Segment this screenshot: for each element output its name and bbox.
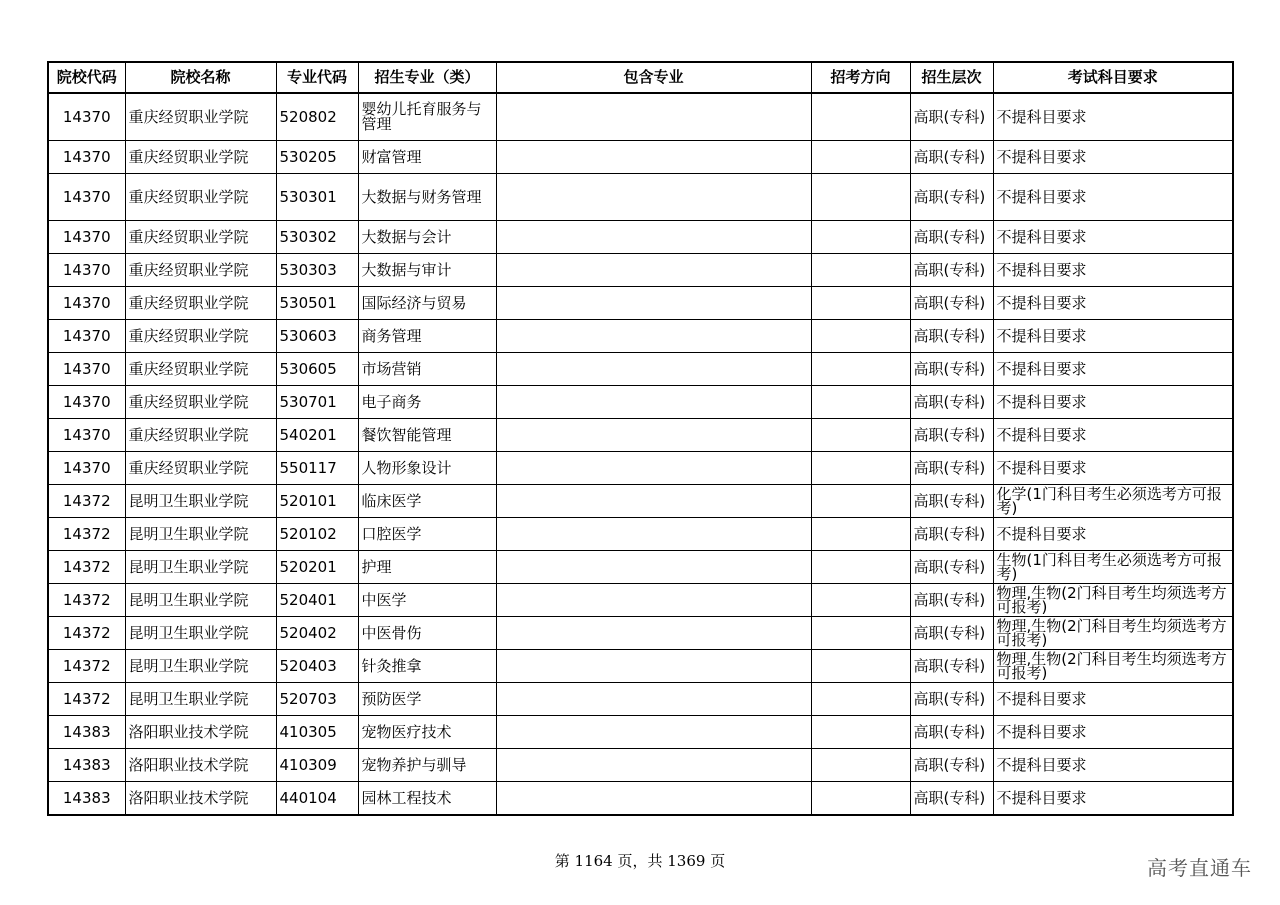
cell-direction: [811, 141, 910, 174]
cell-direction: [811, 386, 910, 419]
cell-school-name: 重庆经贸职业学院: [125, 221, 276, 254]
cell-school-name: 昆明卫生职业学院: [125, 683, 276, 716]
header-level: 招生层次: [910, 62, 993, 93]
cell-direction: [811, 221, 910, 254]
cell-major: 大数据与财务管理: [358, 174, 496, 221]
header-subject-requirement: 考试科目要求: [993, 62, 1233, 93]
cell-school-name: 昆明卫生职业学院: [125, 518, 276, 551]
header-major: 招生专业（类）: [358, 62, 496, 93]
cell-subject-requirement: 生物(1门科目考生必须选考方可报考): [993, 551, 1233, 584]
cell-school-code: 14370: [48, 221, 125, 254]
cell-subject-requirement: 化学(1门科目考生必须选考方可报考): [993, 485, 1233, 518]
cell-major: 财富管理: [358, 141, 496, 174]
cell-school-name: 重庆经贸职业学院: [125, 452, 276, 485]
cell-included-majors: [496, 386, 811, 419]
cell-school-name: 昆明卫生职业学院: [125, 650, 276, 683]
cell-major-code: 410305: [276, 716, 358, 749]
cell-direction: [811, 353, 910, 386]
cell-school-code: 14370: [48, 419, 125, 452]
table-row: [48, 551, 1233, 584]
cell-school-code: 14370: [48, 93, 125, 141]
cell-direction: [811, 419, 910, 452]
cell-direction: [811, 320, 910, 353]
cell-direction: [811, 683, 910, 716]
cell-included-majors: [496, 683, 811, 716]
cell-major: 园林工程技术: [358, 782, 496, 816]
cell-major: 口腔医学: [358, 518, 496, 551]
cell-subject-requirement: 物理,生物(2门科目考生均须选考方可报考): [993, 584, 1233, 617]
table-row: [48, 141, 1233, 174]
cell-subject-requirement: 不提科目要求: [993, 93, 1233, 141]
cell-major-code: 550117: [276, 452, 358, 485]
cell-school-code: 14383: [48, 716, 125, 749]
cell-school-code: 14383: [48, 749, 125, 782]
cell-subject-requirement: 不提科目要求: [993, 683, 1233, 716]
cell-major-code: 520703: [276, 683, 358, 716]
cell-direction: [811, 254, 910, 287]
cell-school-code: 14370: [48, 174, 125, 221]
cell-level: 高职(专科): [910, 617, 993, 650]
cell-level: 高职(专科): [910, 141, 993, 174]
page-number: 第 1164 页，共 1369 页: [554, 852, 726, 870]
header-included-majors: 包含专业: [496, 62, 811, 93]
cell-major-code: 530501: [276, 287, 358, 320]
table-row: [48, 419, 1233, 452]
cell-school-code: 14370: [48, 287, 125, 320]
cell-school-name: 重庆经贸职业学院: [125, 254, 276, 287]
table-row: [48, 617, 1233, 650]
table-row: [48, 320, 1233, 353]
cell-level: 高职(专科): [910, 716, 993, 749]
cell-school-name: 重庆经贸职业学院: [125, 353, 276, 386]
cell-subject-requirement: 不提科目要求: [993, 353, 1233, 386]
cell-included-majors: [496, 617, 811, 650]
cell-direction: [811, 518, 910, 551]
cell-major-code: 530605: [276, 353, 358, 386]
table-row: [48, 650, 1233, 683]
table-row: [48, 93, 1233, 141]
cell-subject-requirement: 物理,生物(2门科目考生均须选考方可报考): [993, 650, 1233, 683]
cell-included-majors: [496, 287, 811, 320]
cell-level: 高职(专科): [910, 320, 993, 353]
cell-subject-requirement: 不提科目要求: [993, 518, 1233, 551]
cell-subject-requirement: 不提科目要求: [993, 782, 1233, 816]
cell-subject-requirement: 不提科目要求: [993, 221, 1233, 254]
cell-level: 高职(专科): [910, 419, 993, 452]
cell-school-name: 昆明卫生职业学院: [125, 617, 276, 650]
cell-major: 电子商务: [358, 386, 496, 419]
table-body: [48, 93, 1233, 815]
cell-school-name: 洛阳职业技术学院: [125, 716, 276, 749]
cell-included-majors: [496, 174, 811, 221]
cell-subject-requirement: 不提科目要求: [993, 452, 1233, 485]
cell-direction: [811, 174, 910, 221]
header-major-code: 专业代码: [276, 62, 358, 93]
cell-major: 婴幼儿托育服务与管理: [358, 93, 496, 141]
cell-level: 高职(专科): [910, 254, 993, 287]
cell-school-code: 14372: [48, 485, 125, 518]
table-row: [48, 452, 1233, 485]
cell-school-name: 重庆经贸职业学院: [125, 93, 276, 141]
cell-school-name: 洛阳职业技术学院: [125, 782, 276, 816]
cell-level: 高职(专科): [910, 650, 993, 683]
cell-major-code: 440104: [276, 782, 358, 816]
cell-school-code: 14372: [48, 551, 125, 584]
cell-major-code: 520201: [276, 551, 358, 584]
cell-major-code: 530603: [276, 320, 358, 353]
table-row: [48, 485, 1233, 518]
cell-school-name: 重庆经贸职业学院: [125, 174, 276, 221]
cell-major: 宠物养护与驯导: [358, 749, 496, 782]
cell-direction: [811, 617, 910, 650]
cell-major: 临床医学: [358, 485, 496, 518]
cell-included-majors: [496, 782, 811, 816]
cell-major: 中医骨伤: [358, 617, 496, 650]
table-row: [48, 353, 1233, 386]
cell-school-name: 重庆经贸职业学院: [125, 287, 276, 320]
cell-direction: [811, 584, 910, 617]
table-row: [48, 287, 1233, 320]
cell-major: 大数据与审计: [358, 254, 496, 287]
cell-major: 大数据与会计: [358, 221, 496, 254]
watermark-text: 高考直通车: [1147, 856, 1252, 880]
cell-major-code: 520402: [276, 617, 358, 650]
header-school-code: 院校代码: [48, 62, 125, 93]
cell-level: 高职(专科): [910, 221, 993, 254]
cell-school-code: 14372: [48, 650, 125, 683]
cell-included-majors: [496, 254, 811, 287]
table-row: [48, 716, 1233, 749]
cell-school-name: 重庆经贸职业学院: [125, 141, 276, 174]
cell-school-code: 14370: [48, 386, 125, 419]
cell-school-name: 重庆经贸职业学院: [125, 320, 276, 353]
table-row: [48, 749, 1233, 782]
cell-major-code: 520401: [276, 584, 358, 617]
cell-level: 高职(专科): [910, 452, 993, 485]
table-row: [48, 221, 1233, 254]
cell-direction: [811, 287, 910, 320]
cell-direction: [811, 650, 910, 683]
cell-direction: [811, 782, 910, 816]
cell-direction: [811, 716, 910, 749]
cell-included-majors: [496, 518, 811, 551]
header-school-name: 院校名称: [125, 62, 276, 93]
cell-major: 预防医学: [358, 683, 496, 716]
header-row: [48, 62, 1233, 93]
cell-subject-requirement: 不提科目要求: [993, 287, 1233, 320]
cell-level: 高职(专科): [910, 386, 993, 419]
table-row: [48, 174, 1233, 221]
cell-major-code: 520101: [276, 485, 358, 518]
cell-major-code: 530205: [276, 141, 358, 174]
cell-subject-requirement: 不提科目要求: [993, 419, 1233, 452]
cell-major: 商务管理: [358, 320, 496, 353]
cell-subject-requirement: 不提科目要求: [993, 749, 1233, 782]
cell-level: 高职(专科): [910, 782, 993, 816]
cell-level: 高职(专科): [910, 287, 993, 320]
cell-included-majors: [496, 749, 811, 782]
cell-included-majors: [496, 419, 811, 452]
cell-subject-requirement: 不提科目要求: [993, 386, 1233, 419]
table-row: [48, 254, 1233, 287]
cell-level: 高职(专科): [910, 93, 993, 141]
cell-major: 市场营销: [358, 353, 496, 386]
cell-level: 高职(专科): [910, 683, 993, 716]
cell-level: 高职(专科): [910, 551, 993, 584]
table-row: [48, 782, 1233, 816]
cell-included-majors: [496, 141, 811, 174]
cell-school-code: 14372: [48, 617, 125, 650]
cell-major-code: 520802: [276, 93, 358, 141]
cell-subject-requirement: 不提科目要求: [993, 716, 1233, 749]
cell-direction: [811, 551, 910, 584]
cell-major-code: 530701: [276, 386, 358, 419]
cell-major: 宠物医疗技术: [358, 716, 496, 749]
admissions-table: [47, 61, 1234, 816]
cell-school-code: 14372: [48, 584, 125, 617]
cell-school-name: 昆明卫生职业学院: [125, 551, 276, 584]
cell-included-majors: [496, 650, 811, 683]
cell-subject-requirement: 不提科目要求: [993, 174, 1233, 221]
cell-major: 针灸推拿: [358, 650, 496, 683]
cell-major: 国际经济与贸易: [358, 287, 496, 320]
cell-school-name: 重庆经贸职业学院: [125, 419, 276, 452]
cell-included-majors: [496, 551, 811, 584]
cell-major: 护理: [358, 551, 496, 584]
cell-major-code: 520102: [276, 518, 358, 551]
cell-school-code: 14370: [48, 353, 125, 386]
cell-direction: [811, 485, 910, 518]
cell-school-code: 14383: [48, 782, 125, 816]
table-row: [48, 386, 1233, 419]
cell-subject-requirement: 不提科目要求: [993, 141, 1233, 174]
cell-major-code: 530301: [276, 174, 358, 221]
cell-level: 高职(专科): [910, 174, 993, 221]
cell-included-majors: [496, 716, 811, 749]
cell-major-code: 530302: [276, 221, 358, 254]
cell-school-name: 重庆经贸职业学院: [125, 386, 276, 419]
cell-school-name: 洛阳职业技术学院: [125, 749, 276, 782]
cell-included-majors: [496, 353, 811, 386]
cell-major: 餐饮智能管理: [358, 419, 496, 452]
cell-level: 高职(专科): [910, 518, 993, 551]
cell-major-code: 540201: [276, 419, 358, 452]
cell-major: 中医学: [358, 584, 496, 617]
cell-subject-requirement: 物理,生物(2门科目考生均须选考方可报考): [993, 617, 1233, 650]
cell-level: 高职(专科): [910, 485, 993, 518]
cell-included-majors: [496, 221, 811, 254]
cell-school-code: 14370: [48, 452, 125, 485]
cell-major-code: 530303: [276, 254, 358, 287]
table-row: [48, 683, 1233, 716]
cell-school-code: 14370: [48, 320, 125, 353]
cell-subject-requirement: 不提科目要求: [993, 254, 1233, 287]
cell-school-code: 14370: [48, 254, 125, 287]
cell-level: 高职(专科): [910, 749, 993, 782]
cell-subject-requirement: 不提科目要求: [993, 320, 1233, 353]
cell-school-code: 14370: [48, 141, 125, 174]
cell-included-majors: [496, 584, 811, 617]
cell-major-code: 410309: [276, 749, 358, 782]
cell-direction: [811, 93, 910, 141]
header-direction: 招考方向: [811, 62, 910, 93]
cell-school-code: 14372: [48, 518, 125, 551]
table-row: [48, 518, 1233, 551]
cell-included-majors: [496, 93, 811, 141]
cell-school-name: 昆明卫生职业学院: [125, 584, 276, 617]
cell-included-majors: [496, 320, 811, 353]
cell-included-majors: [496, 485, 811, 518]
cell-direction: [811, 452, 910, 485]
cell-school-code: 14372: [48, 683, 125, 716]
cell-major: 人物形象设计: [358, 452, 496, 485]
table-row: [48, 584, 1233, 617]
cell-school-name: 昆明卫生职业学院: [125, 485, 276, 518]
cell-direction: [811, 749, 910, 782]
cell-level: 高职(专科): [910, 353, 993, 386]
cell-included-majors: [496, 452, 811, 485]
cell-major-code: 520403: [276, 650, 358, 683]
cell-level: 高职(专科): [910, 584, 993, 617]
